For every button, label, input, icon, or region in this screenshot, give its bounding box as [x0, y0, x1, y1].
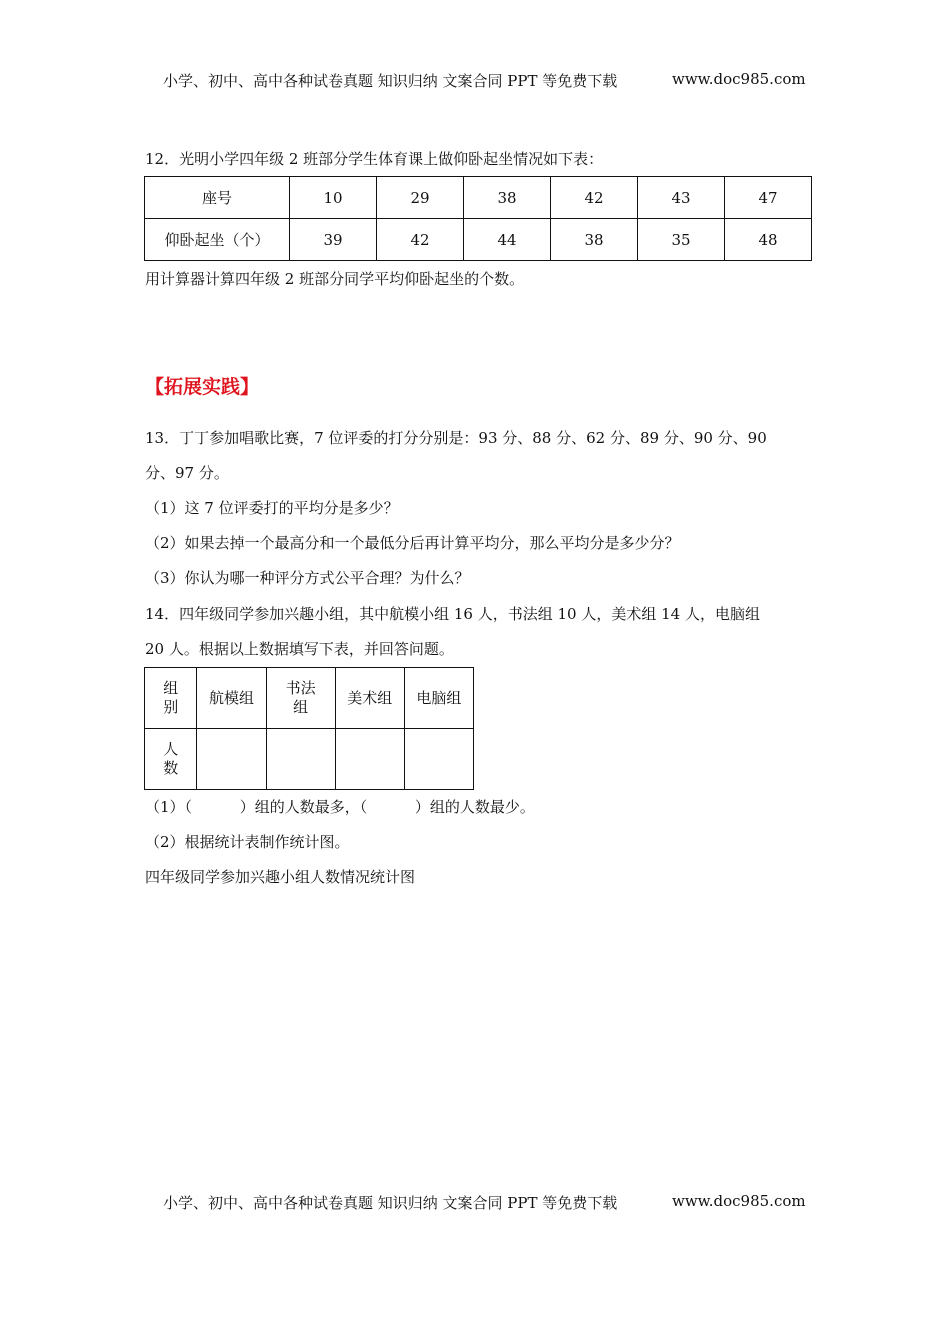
q13-sub3: （3）你认为哪一种评分方式公平合理？为什么？	[145, 569, 470, 587]
q14-header-count	[145, 729, 197, 790]
q12-situps-cell: 44	[464, 219, 551, 261]
q14-count-cell-computer[interactable]	[404, 729, 473, 790]
q13-line2: 分、97 分。	[145, 464, 229, 482]
q12-row-situps	[145, 219, 812, 261]
q12-seat-cell: 42	[551, 177, 638, 219]
q14-group-computer: 电脑组	[404, 668, 473, 729]
q12-situps-cell: 38	[551, 219, 638, 261]
q12-table	[144, 176, 812, 261]
q14-count-cell-calligraphy[interactable]	[266, 729, 335, 790]
q14-line1: 14．四年级同学参加兴趣小组，其中航模小组 16 人，书法组 10 人，美术组 14 人，电脑组	[145, 605, 760, 623]
q12-header-situps: 仰卧起坐（个）	[145, 219, 290, 261]
q14-group-calligraphy-bottom: 组	[293, 698, 309, 716]
q12-row-seat	[145, 177, 812, 219]
q13-sub2: （2）如果去掉一个最高分和一个最低分后再计算平均分，那么平均分是多少分？	[145, 534, 680, 552]
q12-seat-cell: 43	[638, 177, 725, 219]
q12-situps-cell: 42	[377, 219, 464, 261]
q12-prompt: 12．光明小学四年级 2 班部分学生体育课上做仰卧起坐情况如下表：	[145, 150, 604, 168]
q14-group-aero: 航模组	[197, 668, 266, 729]
q12-situps-cell: 48	[725, 219, 812, 261]
q12-seat-cell: 47	[725, 177, 812, 219]
q12-question: 用计算器计算四年级 2 班部分同学平均仰卧起坐的个数。	[145, 270, 525, 288]
q14-header-group	[145, 668, 197, 729]
q13-line1: 13．丁丁参加唱歌比赛，7 位评委的打分分别是：93 分、88 分、62 分、89 分、90 分、90	[145, 429, 767, 447]
q14-count-cell-aero[interactable]	[197, 729, 266, 790]
q14-row-count	[145, 729, 474, 790]
q14-group-calligraphy	[266, 668, 335, 729]
q12-seat-cell: 10	[290, 177, 377, 219]
footer-site-link[interactable]: www.doc985.com	[672, 1192, 806, 1210]
q14-sub1: （1）（ ）组的人数最多，（ ）组的人数最少。	[145, 798, 535, 816]
q12-seat-cell: 38	[464, 177, 551, 219]
q14-header-group-bottom: 别	[163, 698, 179, 716]
q14-line2: 20 人。根据以上数据填写下表，并回答问题。	[145, 640, 454, 658]
q14-header-count-top: 人	[163, 740, 179, 758]
q14-chart-title: 四年级同学参加兴趣小组人数情况统计图	[145, 868, 416, 886]
q12-situps-cell: 39	[290, 219, 377, 261]
q12-situps-cell: 35	[638, 219, 725, 261]
q14-sub2: （2）根据统计表制作统计图。	[145, 833, 350, 851]
header-site-link[interactable]: www.doc985.com	[672, 70, 806, 88]
q12-seat-cell: 29	[377, 177, 464, 219]
section-title: 【拓展实践】	[145, 376, 260, 398]
q14-table	[144, 667, 474, 790]
q14-group-calligraphy-top: 书法	[285, 679, 316, 697]
header-left-text: 小学、初中、高中各种试卷真题 知识归纳 文案合同 PPT 等免费下载	[163, 72, 618, 90]
q13-sub1: （1）这 7 位评委打的平均分是多少？	[145, 499, 399, 517]
q14-group-art: 美术组	[335, 668, 404, 729]
q14-header-group-top: 组	[163, 679, 179, 697]
q14-row-groups	[145, 668, 474, 729]
q12-header-seat: 座号	[145, 177, 290, 219]
q14-count-cell-art[interactable]	[335, 729, 404, 790]
footer-left-text: 小学、初中、高中各种试卷真题 知识归纳 文案合同 PPT 等免费下载	[163, 1194, 618, 1212]
q14-header-count-bottom: 数	[163, 759, 179, 777]
